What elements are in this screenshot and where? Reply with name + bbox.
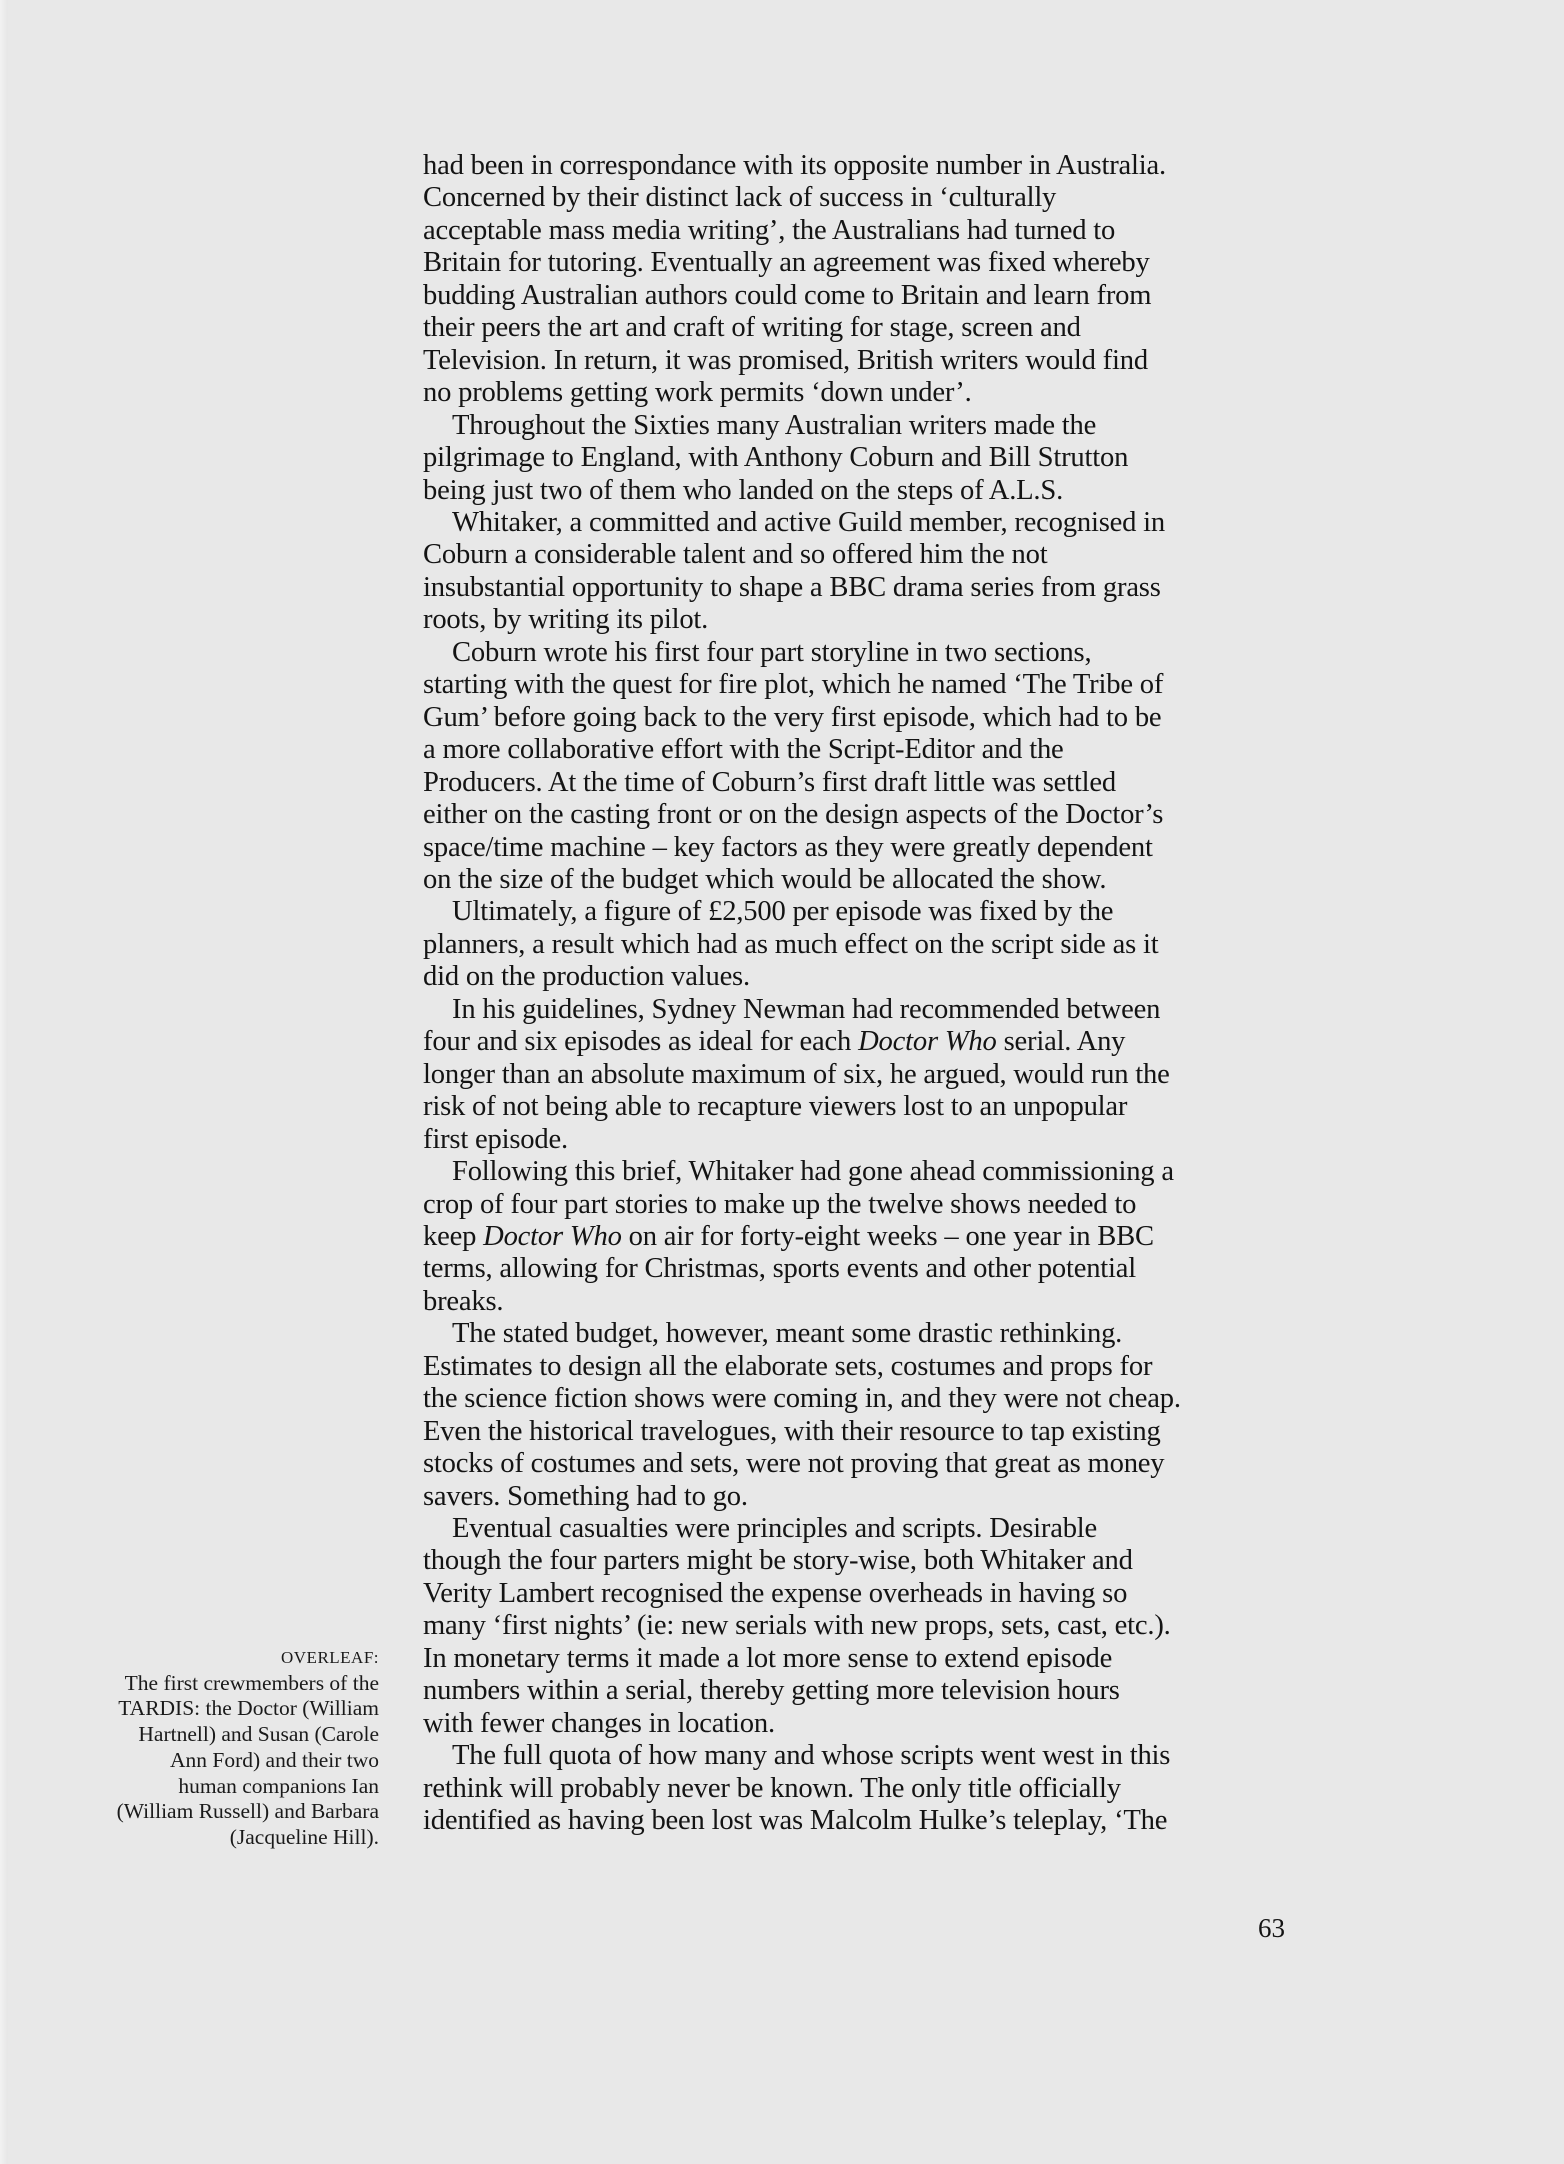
- caption-line: human companions Ian: [178, 1773, 379, 1798]
- text-line: Eventual casualties were principles and scripts. Desirable: [452, 1513, 1098, 1545]
- text-line: planners, a result which had as much effect on the script side as it: [423, 928, 1159, 960]
- text-line: stocks of costumes and sets, were not proving that great as money: [423, 1448, 1165, 1480]
- text-line: identified as having been lost was Malcolm Hulke’s teleplay, ‘The: [423, 1805, 1168, 1837]
- text-line: Coburn wrote his first four part storyline in two sections,: [452, 636, 1092, 668]
- text-line: being just two of them who landed on the steps of A.L.S.: [423, 474, 1064, 506]
- text-line: Throughout the Sixties many Australian writers made the: [452, 409, 1097, 441]
- caption-line: Ann Ford) and their two: [170, 1747, 379, 1772]
- text-line: longer than an absolute maximum of six, he argued, would run the: [423, 1058, 1170, 1090]
- body-paragraph: [423, 1318, 1303, 1513]
- caption-line: (Jacqueline Hill).: [229, 1824, 379, 1849]
- caption-line: TARDIS: the Doctor (William: [118, 1696, 379, 1721]
- text-line: numbers within a serial, thereby getting more television hours: [423, 1675, 1120, 1707]
- italic-title: Doctor Who: [858, 1026, 997, 1058]
- text-line: acceptable mass media writing’, the Australians had turned to: [423, 214, 1116, 246]
- text-line: breaks.: [423, 1285, 504, 1317]
- text-line: Television. In return, it was promised, British writers would find: [423, 344, 1148, 376]
- text-line: Whitaker, a committed and active Guild member, recognised in: [452, 506, 1166, 538]
- text-line: The stated budget, however, meant some drastic rethinking.: [452, 1318, 1123, 1350]
- body-paragraph: [423, 637, 1303, 897]
- text-line: on the size of the budget which would be allocated the show.: [423, 863, 1107, 895]
- text-line: In monetary terms it made a lot more sense to extend episode: [423, 1642, 1113, 1674]
- text-line: savers. Something had to go.: [423, 1480, 748, 1512]
- caption-line: (William Russell) and Barbara: [116, 1799, 379, 1824]
- text-line: pilgrimage to England, with Anthony Coburn and Bill Strutton: [423, 442, 1129, 474]
- text-line: a more collaborative effort with the Script-Editor and the: [423, 734, 1064, 766]
- text-line: starting with the quest for fire plot, which he named ‘The Tribe of: [423, 669, 1164, 701]
- body-paragraph: [423, 994, 1303, 1156]
- body-text-column: [423, 150, 1303, 1838]
- text-line: Verity Lambert recognised the expense overheads in having so: [423, 1577, 1128, 1609]
- text-line: In his guidelines, Sydney Newman had recommended between: [452, 993, 1161, 1025]
- text-line: roots, by writing its pilot.: [423, 604, 709, 636]
- text-line: Concerned by their distinct lack of success in ‘culturally: [423, 182, 1057, 214]
- text-line: crop of four part stories to make up the twelve shows needed to: [423, 1188, 1137, 1220]
- body-paragraph: [423, 1740, 1303, 1837]
- text-line: Even the historical travelogues, with their resource to tap existing: [423, 1415, 1161, 1447]
- text-line: did on the production values.: [423, 961, 750, 993]
- text-line: budding Australian authors could come to Britain and learn from: [423, 279, 1152, 311]
- text-line: four and six episodes as ideal for each Doctor Who serial. Any: [423, 1026, 1126, 1058]
- text-line: Estimates to design all the elaborate sets, costumes and props for: [423, 1350, 1153, 1382]
- caption-line: The first crewmembers of the: [124, 1670, 379, 1695]
- text-line: Gum’ before going back to the very first episode, which had to be: [423, 701, 1162, 733]
- text-line: first episode.: [423, 1123, 568, 1155]
- italic-title: Doctor Who: [483, 1220, 622, 1252]
- page-edge: [0, 0, 8, 2164]
- text-line: Coburn a considerable talent and so offered him the not: [423, 539, 1048, 571]
- caption-line: Hartnell) and Susan (Carole: [138, 1722, 379, 1747]
- text-line: risk of not being able to recapture viewers lost to an unpopular: [423, 1091, 1128, 1123]
- text-line: insubstantial opportunity to shape a BBC drama series from grass: [423, 571, 1161, 603]
- text-line: Britain for tutoring. Eventually an agreement was fixed whereby: [423, 247, 1150, 279]
- body-paragraph: [423, 1513, 1303, 1740]
- text-line: keep Doctor Who on air for forty-eight weeks – one year in BBC: [423, 1220, 1154, 1252]
- body-paragraph: [423, 150, 1303, 410]
- body-paragraph: [423, 1156, 1303, 1318]
- text-line: terms, allowing for Christmas, sports events and other potential: [423, 1253, 1137, 1285]
- body-paragraph: [423, 410, 1303, 507]
- text-line: with fewer changes in location.: [423, 1707, 775, 1739]
- text-line: rethink will probably never be known. The only title officially: [423, 1772, 1121, 1804]
- text-line: had been in correspondance with its opposite number in Australia.: [423, 150, 1166, 181]
- body-paragraph: [423, 507, 1303, 637]
- text-line: space/time machine – key factors as they were greatly dependent: [423, 831, 1153, 863]
- text-line: many ‘first nights’ (ie: new serials with new props, sets, cast, etc.).: [423, 1610, 1171, 1642]
- text-line: Ultimately, a figure of £2,500 per episode was fixed by the: [452, 896, 1114, 928]
- body-paragraph: [423, 896, 1303, 993]
- text-line: Producers. At the time of Coburn’s first draft little was settled: [423, 766, 1116, 798]
- text-line: Following this brief, Whitaker had gone ahead commissioning a: [452, 1156, 1174, 1188]
- text-line: though the four parters might be story-wise, both Whitaker and: [423, 1545, 1133, 1577]
- text-line: The full quota of how many and whose scripts went west in this: [452, 1740, 1171, 1772]
- text-line: either on the casting front or on the design aspects of the Doctor’s: [423, 799, 1164, 831]
- page-number: 63: [1258, 1913, 1285, 1943]
- photo-caption: [49, 1645, 379, 1851]
- text-line: no problems getting work permits ‘down under’.: [423, 377, 972, 409]
- text-line: the science fiction shows were coming in, and they were not cheap.: [423, 1383, 1181, 1415]
- text-line: their peers the art and craft of writing for stage, screen and: [423, 312, 1081, 344]
- caption-label: OVERLEAF:: [281, 1648, 379, 1667]
